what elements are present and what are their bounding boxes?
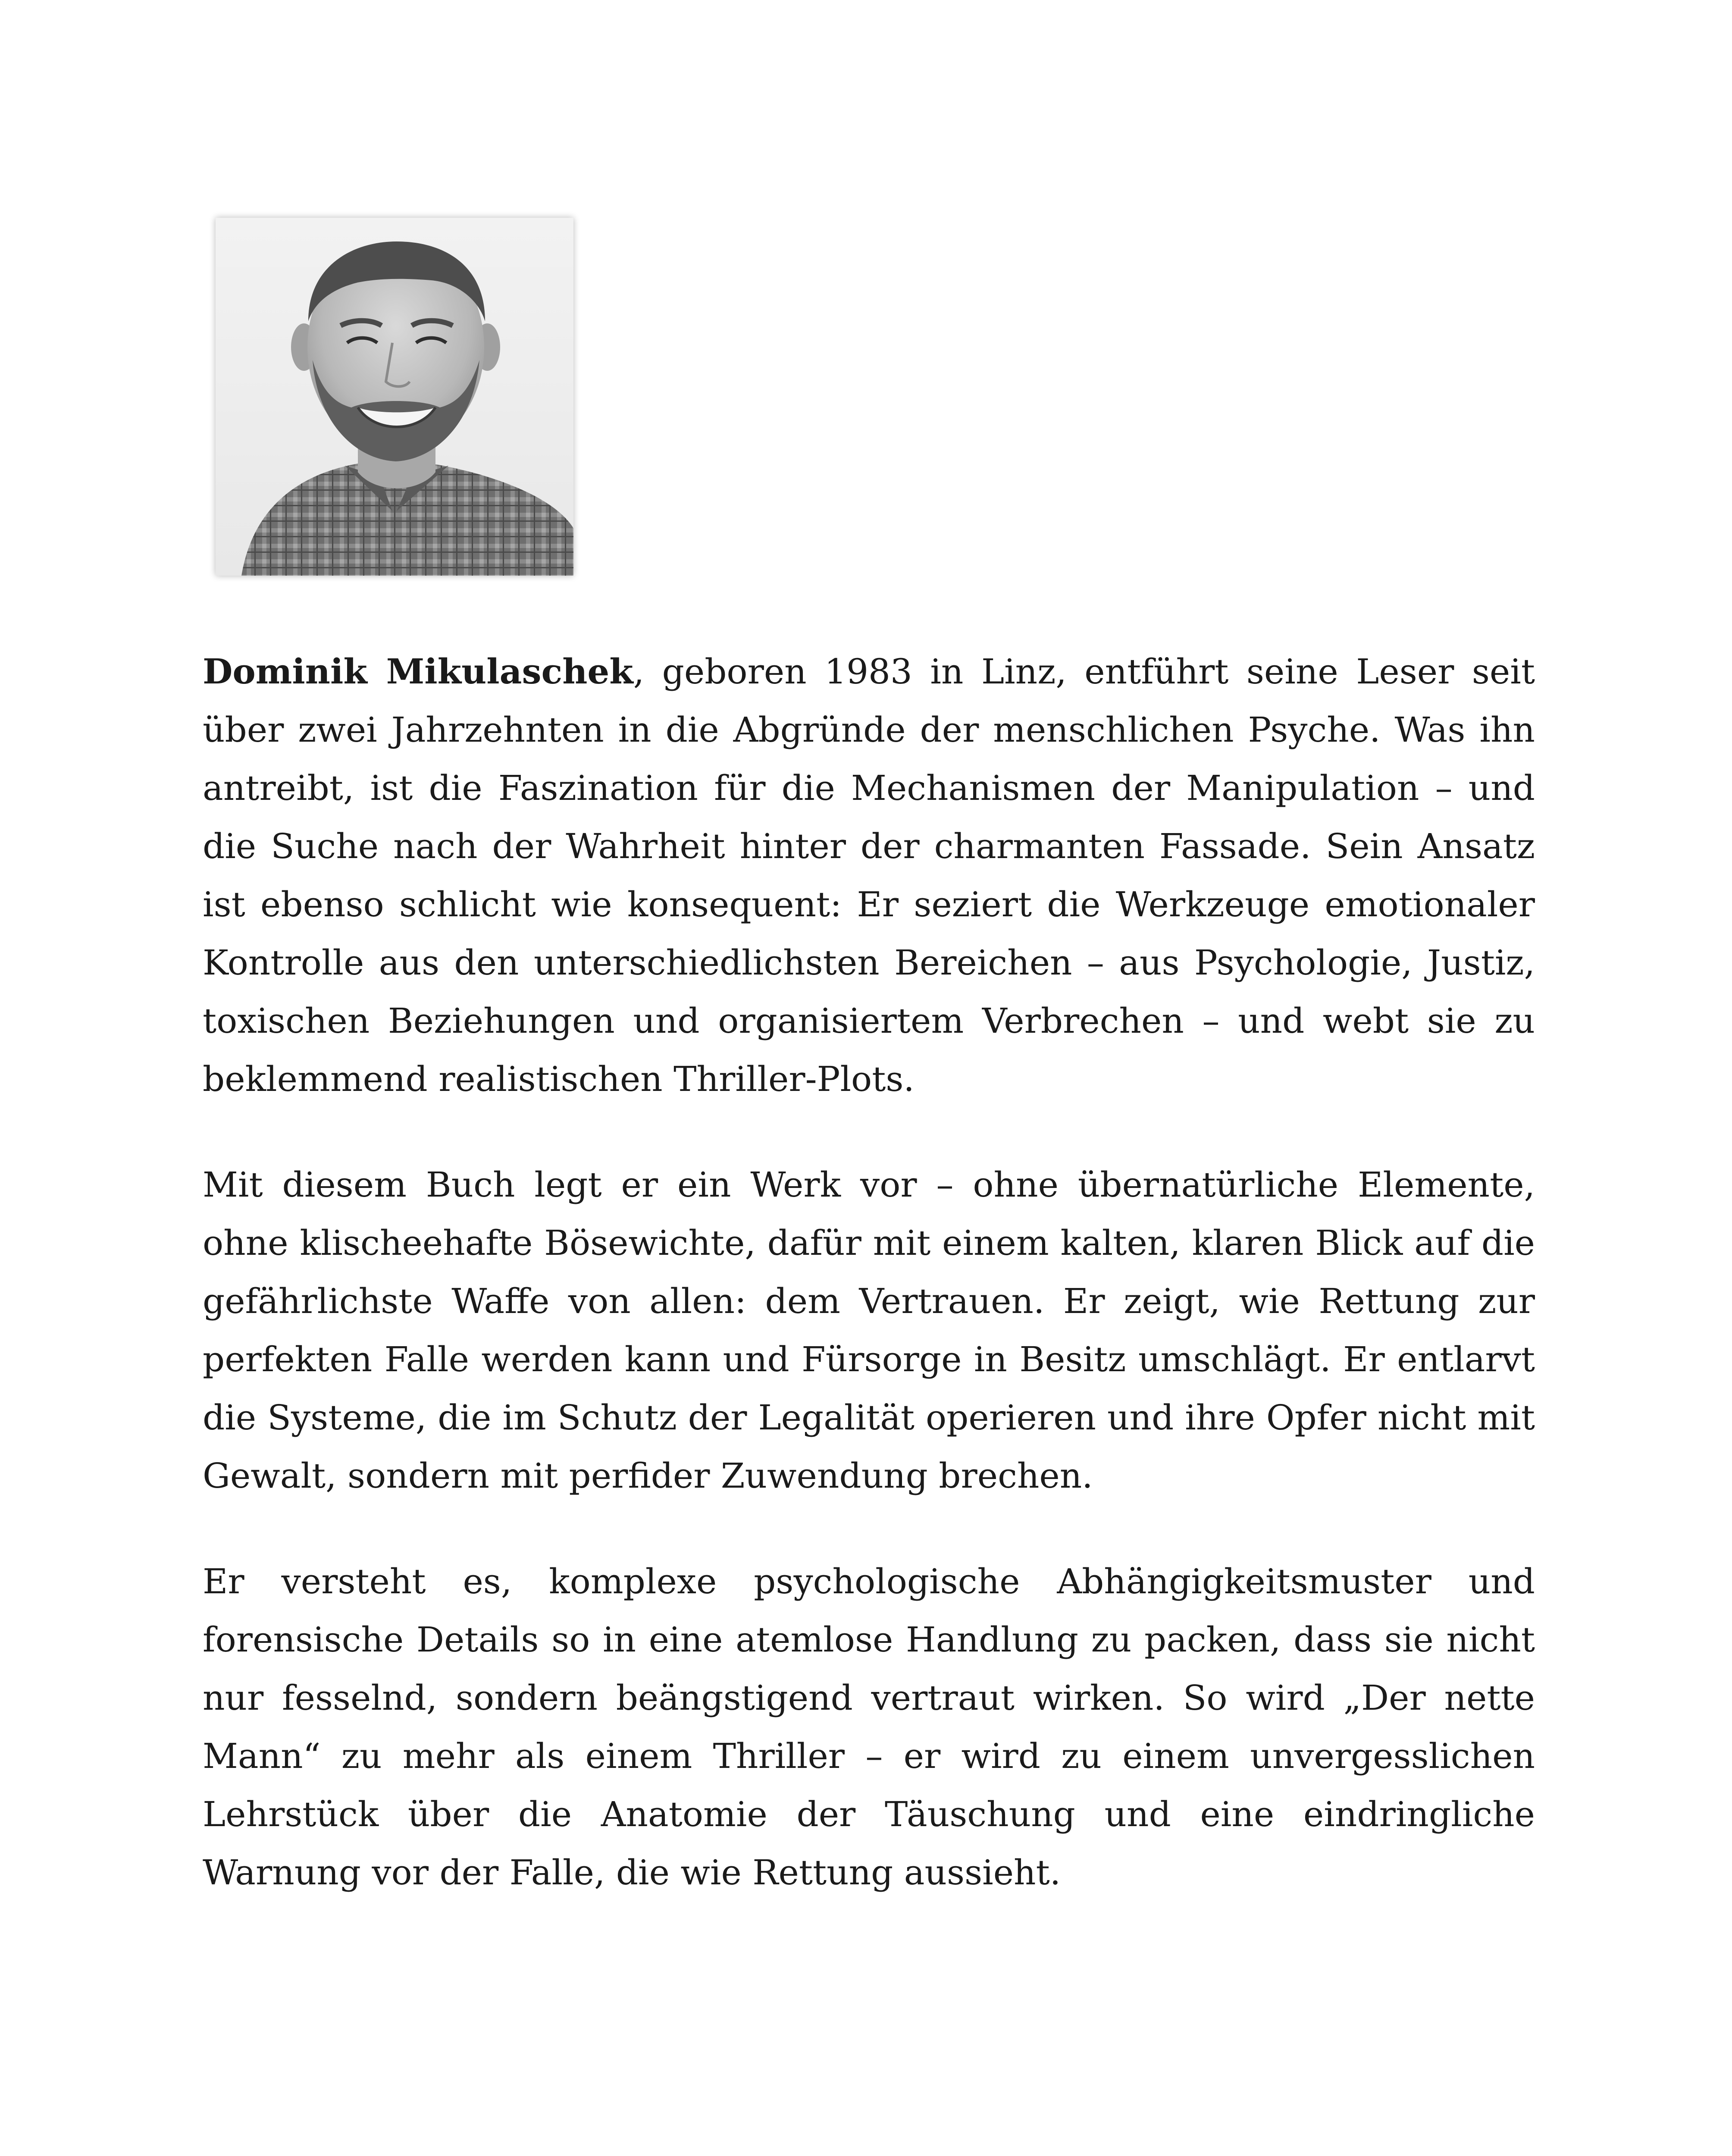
bio-paragraph-1-text: , geboren 1983 in Linz, entführt seine Leser seit über zwei Jahrzehnten in die Abgründe der menschlichen Psyche. Was ihn antreibt, ist die Faszination für die Mechanismen der Manipulation – und die Suche nach der Wahrheit hinter der charmanten Fassade. Sein Ansatz ist ebenso schlicht wie konsequent: Er seziert die Werkzeuge emotionaler Kontrolle aus den unterschiedlichsten Bereichen – aus Psychologie, Justiz, toxischen Beziehungen und organisiertem Verbrechen – und webt sie zu beklemmend realistischen Thriller-Plots. — [203, 652, 1535, 1099]
author-photo — [216, 218, 573, 576]
bio-paragraph-1 — [203, 642, 1535, 1108]
bio-paragraph-2: Mit diesem Buch legt er ein Werk vor – ohne übernatürliche Elemente, ohne klischeehafte Bösewichte, dafür mit einem kalten, klaren Blick auf die gefährlichste Waffe von allen: dem Vertrauen. Er zeigt, wie Rettung zur perfekten Falle werden kann und Fürsorge in Besitz umschlägt. Er entlarvt die Systeme, die im Schutz der Legalität operieren und ihre Opfer nicht mit Gewalt, sondern mit perfider Zuwendung brechen. — [203, 1165, 1535, 1496]
author-photo-illustration — [216, 218, 573, 576]
author-name: Dominik Mikulaschek — [203, 651, 633, 692]
bio-paragraph-3: Er versteht es, komplexe psychologische Abhängigkeitsmuster und forensische Details so in eine atemlose Handlung zu packen, dass sie nicht nur fesselnd, sondern beängstigend vertraut wirken. So wird „Der nette Mann“ zu mehr als einem Thriller – er wird zu einem unvergesslichen Lehrstück über die Anatomie der Täuschung und eine eindringliche Warnung vor der Falle, die wie Rettung aussieht. — [203, 1561, 1535, 1893]
author-biography — [203, 642, 1535, 1949]
